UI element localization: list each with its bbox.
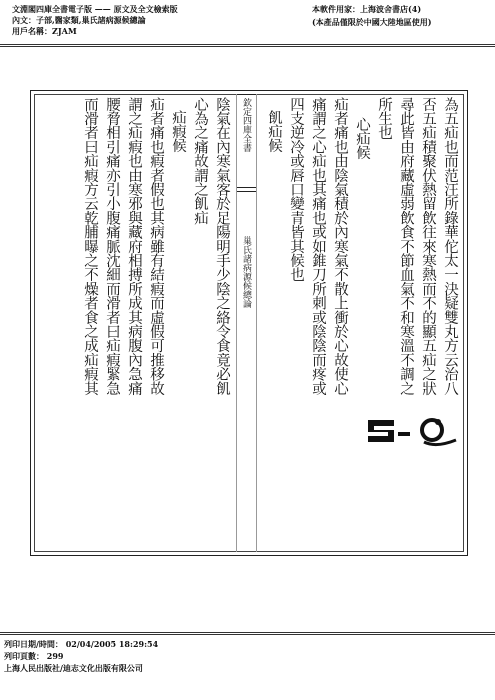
text-column-4: 所生也: [376, 97, 392, 140]
publisher-seal-logo: [364, 412, 462, 450]
text-column-6: 疝者痛也由陰氣積於內寒氣不散上衝於心故使心: [332, 97, 348, 396]
heading-shan-jia: 疝瘕候: [170, 110, 186, 153]
fold-top-rule: [236, 94, 256, 95]
text-column-1: 為五疝也而范汪所錄華佗太一決疑雙丸方云治八: [442, 97, 458, 396]
text-column-11: 疝者痛也瘕者假也其病雖有結瘕而虛假可推移故: [148, 97, 164, 396]
region-restriction: (本產品僅限於中國大陸地區使用): [312, 17, 432, 27]
text-column-8: 四支逆冷或唇口變青皆其候也: [288, 97, 304, 282]
text-column-7: 痛謂之心疝也其痛也或如錐刀所刺或陰陰而疼或: [310, 97, 326, 396]
heading-xin-shan: 心疝候: [354, 117, 370, 160]
text-column-14: 而滑者曰疝瘕方云乾脯曝之不燥者食之成疝瘕其: [82, 97, 98, 396]
edition-title: 文淵閣四庫全書電子版 —— 原文及全文檢索版: [12, 4, 178, 14]
footer-rule-2: [0, 634, 495, 635]
text-column-13: 腰脅相引痛亦引小腹痛脈沈細而滑者曰疝瘕緊急: [104, 97, 120, 396]
text-column-9: 陰氣在內寒氣客於足陽明手少陰之絡令食竟必飢: [214, 97, 230, 396]
fold-rule-2: [236, 191, 256, 192]
footer-rule-1: [0, 632, 495, 633]
heading-ji-shan: 飢疝候: [266, 110, 282, 153]
text-column-3: 尋此皆由府藏虛弱飲食不節血氣不和寒溫不調之: [398, 97, 414, 396]
user-name: 用戶名稱：ZJAM: [12, 26, 77, 36]
text-column-10: 心為之痛故謂之飢疝: [192, 97, 208, 225]
fold-rule-1: [236, 187, 256, 188]
licensee: 本軟件用家：上海波舍書店(4): [312, 4, 422, 14]
print-date: 列印日期/時間： 02/04/2005 18:29:54: [4, 639, 159, 649]
header-left: [12, 4, 178, 37]
print-pages: 列印頁數： 299: [4, 651, 64, 661]
publisher: 上海人民出版社/迪志文化出版有限公司: [4, 663, 143, 673]
fold-line-right: [256, 94, 257, 552]
header-right: [312, 4, 432, 30]
fold-line-left: [236, 94, 237, 552]
header-rule-1: [0, 44, 495, 45]
content-path: 內文：子部,醫家類,巢氏諸病源候總論: [12, 15, 146, 25]
fold-label-bottom: 巢氏諸病源候總論: [241, 236, 251, 308]
text-column-2: 否五疝積聚伏熱留飲往來寒熱而不的顯五疝之狀: [420, 97, 436, 396]
fold-label-top: 欽定四庫全書: [241, 98, 251, 152]
header-rule-2: [0, 46, 495, 47]
text-column-12: 謂之疝瘕也由寒邪與藏府相搏所成其病腹內急痛: [126, 97, 142, 396]
